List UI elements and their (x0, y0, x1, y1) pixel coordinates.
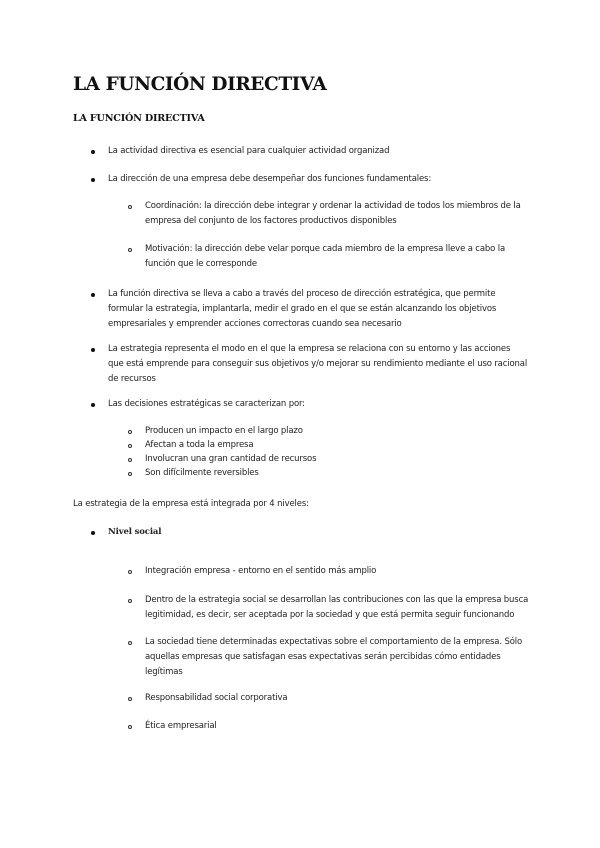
sub-bullet-circle (128, 458, 132, 462)
sub-bullet-item: La sociedad tiene determinadas expectativas sobre el comportamiento de la empresa. Sólo aquellas empresas que satisfagan esas expectativas serán percibidas cómo entidades legítimas (145, 637, 523, 677)
bullet-dot (91, 531, 95, 535)
bullet-item: La actividad directiva es esencial para cualquier actividad organizad (108, 146, 390, 156)
bullet-item: La función directiva se lleva a cabo a través del proceso de dirección estratégica, que permite formular la estrategia, implantarla, medir el grado en el que se están alcanzando los objetivos empresariales y emprender acciones correctoras cuando sea necesario (108, 289, 497, 329)
sub-bullet-item: Coordinación: la dirección debe integrar y ordenar la actividad de todos los miembros de la empresa del conjunto de los factores productivos disponibles (145, 201, 521, 226)
sub-bullet-circle (128, 205, 132, 209)
sub-bullet-item: Involucran una gran cantidad de recursos (145, 454, 317, 464)
paragraph: La estrategia de la empresa está integrada por 4 niveles: (73, 499, 309, 509)
sub-bullet-circle (128, 641, 132, 645)
bullet-dot (91, 403, 95, 407)
nivel-heading: Nivel social (108, 527, 162, 537)
sub-bullet-circle (128, 248, 132, 252)
sub-bullet-item: Integración empresa - entorno en el sentido más amplio (145, 566, 377, 576)
sub-bullet-circle (128, 444, 132, 448)
bullet-dot (91, 150, 95, 154)
sub-bullet-item: Son difícilmente reversibles (145, 468, 259, 478)
sub-bullet-item: Dentro de la estrategia social se desarrollan las contribuciones con las que la empresa busca legitimidad, es decir, ser aceptada por la sociedad y que está permita seguir funcionando (145, 595, 529, 620)
bullet-item: La dirección de una empresa debe desempeñar dos funciones fundamentales: (108, 174, 432, 184)
sub-bullet-circle (128, 472, 132, 476)
bullet-dot (91, 348, 95, 352)
bullet-dot (91, 293, 95, 297)
sub-bullet-item: Ética empresarial (145, 721, 217, 731)
sub-bullet-circle (128, 570, 132, 574)
sub-bullet-circle (128, 430, 132, 434)
section-heading: LA FUNCIÓN DIRECTIVA (73, 113, 205, 124)
bullet-item: Las decisiones estratégicas se caracterizan por: (108, 399, 305, 409)
sub-bullet-circle (128, 725, 132, 729)
sub-bullet-circle (128, 697, 132, 701)
sub-bullet-item: Motivación: la dirección debe velar porque cada miembro de la empresa lleve a cabo la función que le corresponde (145, 244, 506, 269)
document-title: LA FUNCIÓN DIRECTIVA (73, 74, 327, 95)
bullet-item: La estrategia representa el modo en el que la empresa se relaciona con su entorno y las acciones que está emprende para conseguir sus objetivos y/o mejorar su rendimiento mediante el uso racional de recursos (108, 344, 528, 384)
sub-bullet-item: Afectan a toda la empresa (145, 440, 254, 450)
bullet-dot (91, 178, 95, 182)
sub-bullet-item: Producen un impacto en el largo plazo (145, 426, 303, 436)
sub-bullet-item: Responsabilidad social corporativa (145, 693, 288, 703)
sub-bullet-circle (128, 599, 132, 603)
